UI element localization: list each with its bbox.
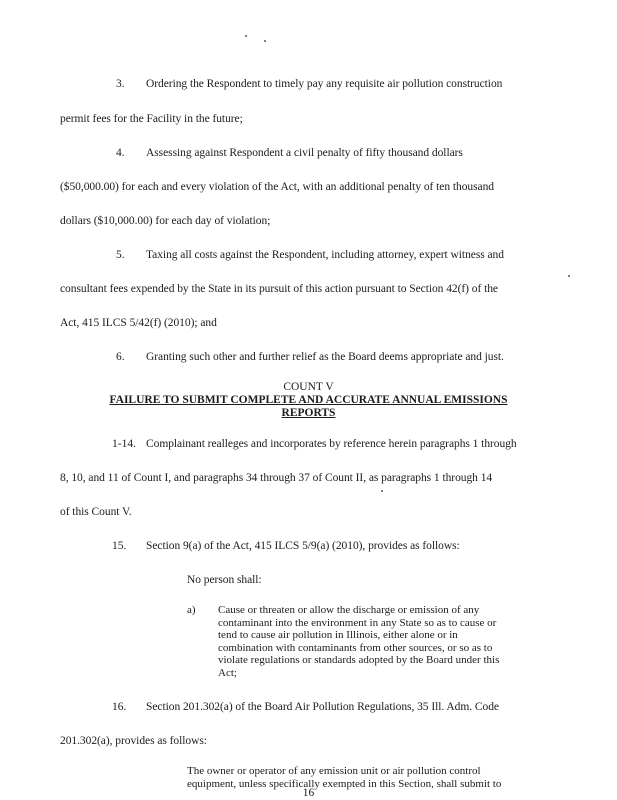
para-15-text: Section 9(a) of the Act, 415 ILCS 5/9(a) (2010), provides as follows: [146, 540, 460, 552]
para-1-14-line-2: 8, 10, and 11 of Count I, and paragraphs 34 through 37 of Count II, as paragraphs 1 through 14 [60, 472, 493, 484]
paragraph-number: 1-14. [112, 438, 136, 450]
item-3-line-1: Ordering the Respondent to timely pay any requisite air pollution construction [146, 78, 503, 90]
para-15-sub-line-5: violate regulations or standards adopted by the Board under this [218, 654, 500, 666]
para-15-quote-intro: No person shall: [187, 574, 262, 586]
item-3-line-2: permit fees for the Facility in the future; [60, 113, 243, 125]
para-15-sub-line-2: contaminant into the environment in any State so as to cause or [218, 616, 497, 629]
para-15-sub-label: a) [187, 604, 196, 616]
para-15-sub-line-3: tend to cause air pollution in Illinois, either alone or in [218, 629, 458, 641]
scan-speck [264, 40, 266, 42]
item-number: 5. [116, 249, 125, 261]
item-number: 3. [116, 78, 125, 90]
para-15-sub-line-4: combination with contaminants from other sources, or so as to [218, 641, 493, 654]
item-5-line-1: Taxing all costs against the Respondent, including attorney, expert witness and [146, 249, 504, 261]
para-15-sub-line-1: Cause or threaten or allow the discharge or emission of any [218, 604, 480, 616]
para-16-line-2: 201.302(a), provides as follows: [60, 735, 207, 747]
item-number: 6. [116, 351, 125, 363]
paragraph-number: 15. [112, 540, 127, 552]
para-16-line-1: Section 201.302(a) of the Board Air Pollution Regulations, 35 Ill. Adm. Code [146, 701, 499, 713]
item-4-line-3: dollars ($10,000.00) for each day of violation; [60, 215, 271, 227]
para-16-quote-line-2: equipment, unless specifically exempted in this Section, shall submit to [187, 778, 502, 790]
scan-speck [568, 275, 570, 277]
item-number: 4. [116, 147, 125, 159]
count-label: COUNT V [283, 381, 334, 393]
para-16-quote-line-1: The owner or operator of any emission unit or air pollution control [187, 765, 481, 777]
item-5-line-3: Act, 415 ILCS 5/42(f) (2010); and [60, 317, 217, 329]
item-4-line-1: Assessing against Respondent a civil penalty of fifty thousand dollars [146, 147, 463, 159]
item-5-line-2: consultant fees expended by the State in its pursuit of this action pursuant to Section 42(f) of the [60, 283, 498, 295]
item-4-line-2: ($50,000.00) for each and every violation of the Act, with an additional penalty of ten thousand [60, 181, 494, 193]
scan-speck [245, 35, 247, 37]
para-1-14-line-1: Complainant realleges and incorporates by reference herein paragraphs 1 through [146, 438, 517, 450]
paragraph-number: 16. [112, 701, 127, 713]
para-1-14-line-3: of this Count V. [60, 506, 132, 518]
item-6-line-1: Granting such other and further relief as the Board deems appropriate and just. [146, 351, 504, 363]
count-title-line-2: REPORTS [281, 407, 336, 419]
page-number: 16 [302, 787, 315, 799]
scan-speck [381, 490, 383, 492]
para-15-sub-line-6: Act; [218, 666, 237, 679]
count-title-line-1: FAILURE TO SUBMIT COMPLETE AND ACCURATE ANNUAL EMISSIONS [109, 394, 508, 406]
